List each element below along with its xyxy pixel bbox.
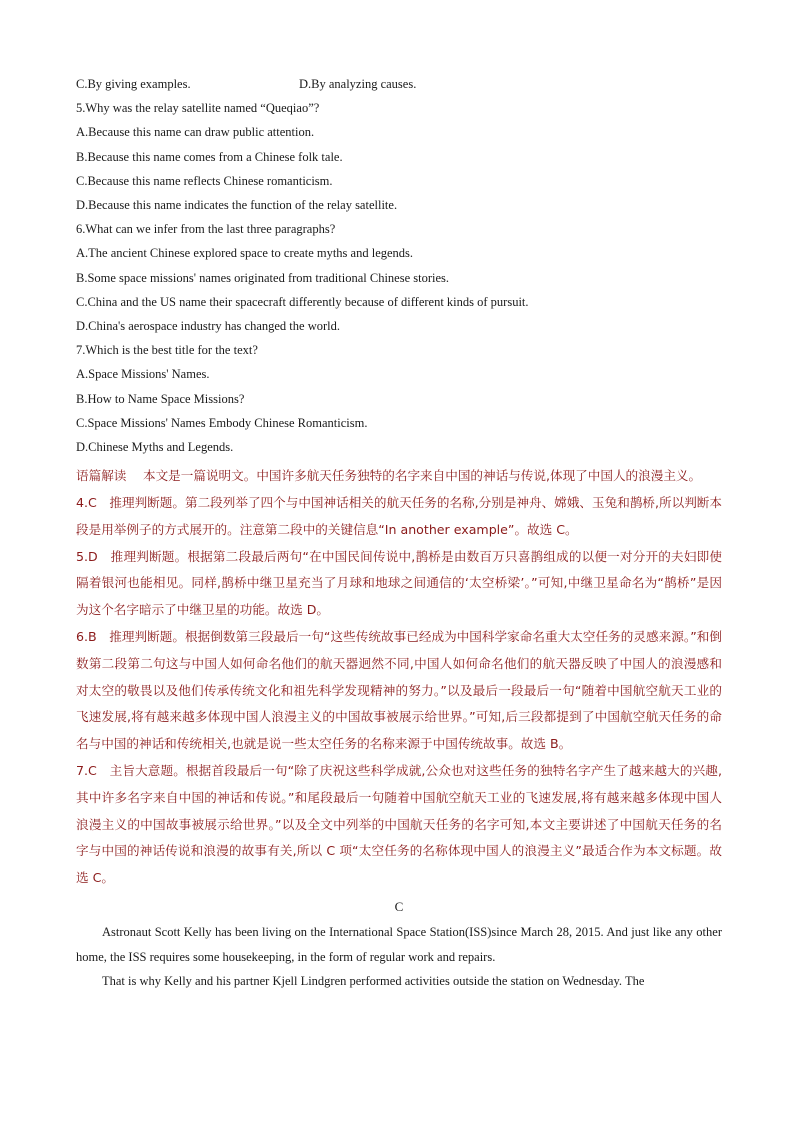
q6-stem: 6.What can we infer from the last three paragraphs? [76, 222, 336, 237]
q7-option-a: A.Space Missions' Names. [76, 367, 210, 382]
analysis-answer-6: 6.B 推理判断题。根据倒数第三段最后一句“这些传统故事已经成为中国科学家命名重大太空任务的灵感来源。”和倒数第二段第二句这与中国人如何命名他们的航天器迥然不同,中国人如何命名他们的航天器反映了中国人的浪漫感和对太空的敬畏以及他们传承传统文化和祖先科学发现精神的努力。”以及最后一段最后一句“随着中国航空航天工业的飞速发展,将有越来越多体现中国人浪漫主义的中国故事被展示给世界。”可知,后三段都提到了中国航空航天任务的命名与中国的神话和传统相关,也就是说一些太空任务的名称来源于中国传统故事。故选 B。 [76, 629, 722, 752]
section-c-heading: C [394, 899, 404, 914]
q6-option-c: C.China and the US name their spacecraft differently because of different kinds of pursuit. [76, 294, 529, 309]
section-c-paragraph-2: That is why Kelly and his partner Kjell Lindgren performed activities outside the station on Wednesday. The [102, 974, 645, 988]
q7-stem: 7.Which is the best title for the text? [76, 343, 258, 358]
analysis-answer-7: 7.C 主旨大意题。根据首段最后一句“除了庆祝这些科学成就,公众也对这些任务的独特名字产生了越来越大的兴趣,其中许多名字来自中国的神话和传说。”和尾段最后一句随着中国航空航天工业的飞速发展,将有越来越多体现中国人浪漫主义的中国故事被展示给世界。”以及全文中列举的中国航天任务的名字可知,本文主要讲述了中国航天任务的名字与中国的神话传说和浪漫的故事有关,所以 C 项“太空任务的名称体现中国人的浪漫主义”最适合作为本文标题。故选 C。 [76, 763, 722, 886]
q4-option-c: C.By giving examples. [76, 77, 191, 91]
document-page [76, 72, 722, 994]
q5-option-b: B.Because this name comes from a Chinese folk tale. [76, 149, 343, 164]
q6-option-d: D.China's aerospace industry has changed the world. [76, 319, 340, 334]
q7-option-b: B.How to Name Space Missions? [76, 391, 245, 406]
q5-option-c: C.Because this name reflects Chinese romanticism. [76, 173, 333, 188]
q4-options-cd [76, 72, 722, 96]
q7-option-c: C.Space Missions' Names Embody Chinese Romanticism. [76, 415, 368, 430]
analysis-answer-4: 4.C 推理判断题。第二段列举了四个与中国神话相关的航天任务的名称,分别是神舟、嫦娥、玉兔和鹊桥,所以判断本段是用举例子的方式展开的。注意第二段中的关键信息“In another example”。故选 C。 [76, 495, 722, 537]
q6-option-a: A.The ancient Chinese explored space to create myths and legends. [76, 246, 414, 261]
analysis-answer-5: 5.D 推理判断题。根据第二段最后两句“在中国民间传说中,鹊桥是由数百万只喜鹊组成的以便一对分开的夫妇即使隔着银河也能相见。同样,鹊桥中继卫星充当了月球和地球之间通信的‘太空桥梁’。”可知,中继卫星命名为“鹊桥”是因为这个名字暗示了中继卫星的功能。故选 D。 [76, 548, 722, 618]
q6-option-b: B.Some space missions' names originated from traditional Chinese stories. [76, 270, 450, 285]
q5-option-a: A.Because this name can draw public attention. [76, 125, 315, 140]
section-c-paragraph-1: Astronaut Scott Kelly has been living on the International Space Station(ISS)since March 28, 2015. And just like any other home, the ISS requires some housekeeping, in the form of regular work and repairs. [76, 925, 722, 964]
q7-option-d: D.Chinese Myths and Legends. [76, 440, 234, 455]
q5-stem: 5.Why was the relay satellite named “Queqiao”? [76, 101, 320, 116]
analysis-intro: 语篇解读 本文是一篇说明文。中国许多航天任务独特的名字来自中国的神话与传说,体现了中国人的浪漫主义。 [76, 468, 702, 484]
q5-option-d: D.Because this name indicates the function of the relay satellite. [76, 198, 398, 213]
q4-option-d: D.By analyzing causes. [299, 77, 417, 91]
